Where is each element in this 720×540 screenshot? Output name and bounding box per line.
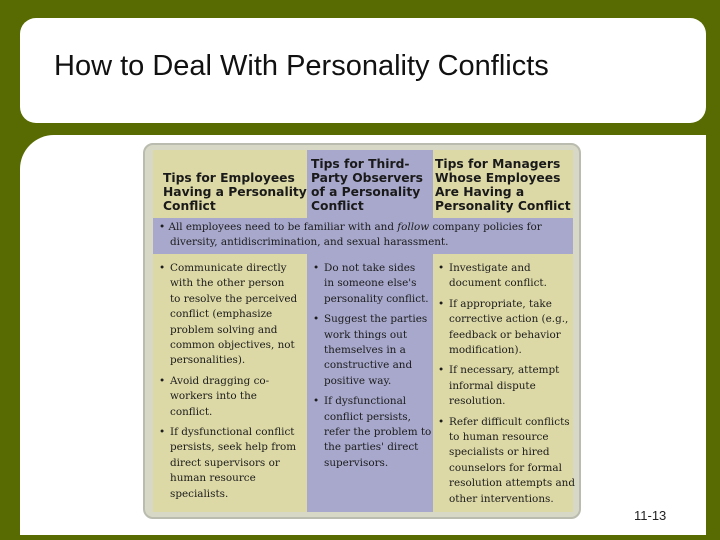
header-line: Party Observers <box>311 171 423 185</box>
bullet: • <box>438 415 445 428</box>
tip-line: conflict persists, <box>324 410 411 423</box>
tip-line: constructive and <box>324 359 413 372</box>
tip-item <box>438 415 576 507</box>
shared-tip <box>159 220 573 251</box>
bullet: • <box>313 313 320 326</box>
employee-tips-list <box>159 261 305 507</box>
tip-line: resolution. <box>449 395 506 408</box>
tip-line: work things out <box>324 328 408 341</box>
shared-tip-line-1 <box>159 220 573 235</box>
tip-line: to resolve the perceived <box>170 292 298 305</box>
header-line: Personality Conflict <box>435 199 571 213</box>
header-line: Are Having a <box>435 185 525 199</box>
header-observers <box>311 157 423 213</box>
shared-tip-text: All employees need to be familiar with and <box>168 221 398 233</box>
tip-line: Avoid dragging co- <box>170 374 270 387</box>
tip-line: If appropriate, take <box>449 297 552 310</box>
tip-line: other interventions. <box>449 492 554 505</box>
page-number: 11-13 <box>634 508 667 523</box>
tip-line: personalities). <box>170 354 246 367</box>
header-employees <box>163 171 307 213</box>
tip-line: If necessary, attempt <box>449 364 560 377</box>
tip-line: Communicate directly <box>170 262 287 274</box>
shared-tip-line-2: diversity, antidiscrimination, and sexual harassment. <box>170 236 449 249</box>
bullet: • <box>438 364 445 377</box>
observer-tips-list <box>313 261 433 476</box>
tip-line: feedback or behavior <box>449 328 561 341</box>
bullet: • <box>159 221 166 233</box>
tip-item <box>438 363 572 409</box>
tip-line: modification). <box>449 344 522 357</box>
tip-item <box>438 297 572 359</box>
bullet: • <box>159 426 166 439</box>
header-line: Conflict <box>163 199 216 213</box>
tip-line: specialists. <box>170 487 229 500</box>
tip-line: to human resource <box>449 431 549 444</box>
bullet: • <box>438 262 445 274</box>
tip-line: If dysfunctional conflict <box>170 426 295 439</box>
header-line: Tips for Employees <box>163 171 295 185</box>
tip-line: specialists or hired <box>449 446 550 459</box>
tip-line: personality conflict. <box>324 292 429 305</box>
tip-line: document conflict. <box>449 277 547 290</box>
tip-item <box>159 374 305 420</box>
manager-tips-list <box>438 261 576 512</box>
tip-line: workers into the <box>170 390 257 403</box>
tip-line: persists, seek help from <box>170 441 297 454</box>
tip-line: conflict (emphasize <box>170 308 273 321</box>
tip-line: with the other person <box>170 277 285 290</box>
shared-tip-text: company policies for <box>429 221 542 233</box>
tip-line: corrective action (e.g., <box>449 313 569 326</box>
tip-line: common objectives, not <box>170 339 295 352</box>
tip-line: direct supervisors or <box>170 456 280 469</box>
tip-item <box>313 394 433 471</box>
tip-line: conflict. <box>170 405 213 418</box>
tip-line: counselors for formal <box>449 461 562 474</box>
tip-line: positive way. <box>324 374 392 387</box>
bullet: • <box>159 262 166 274</box>
tip-line: in someone else's <box>324 277 417 290</box>
header-line: Conflict <box>311 199 364 213</box>
header-line: Tips for Third- <box>311 157 410 171</box>
tip-line: supervisors. <box>324 456 389 469</box>
header-line: Whose Employees <box>435 171 561 185</box>
tip-line: resolution attempts and <box>449 477 576 490</box>
tip-item <box>159 425 305 502</box>
header-managers <box>435 157 571 213</box>
header-line: of a Personality <box>311 185 421 199</box>
header-line: Having a Personality <box>163 185 307 199</box>
tip-item <box>159 261 305 369</box>
bullet: • <box>313 262 320 274</box>
header-line: Tips for Managers <box>435 157 561 171</box>
tip-line: Investigate and <box>449 262 531 274</box>
bullet: • <box>438 297 445 310</box>
tip-line: Refer difficult conflicts <box>449 415 570 428</box>
tip-line: If dysfunctional <box>324 395 407 408</box>
tip-item <box>313 312 433 389</box>
tip-line: refer the problem to <box>324 426 432 439</box>
tip-line: human resource <box>170 472 256 485</box>
tips-table <box>143 143 581 519</box>
tip-line: the parties' direct <box>324 441 419 454</box>
tip-line: Suggest the parties <box>324 313 428 326</box>
tip-line: themselves in a <box>324 344 406 357</box>
shared-tip-emphasis: follow <box>397 221 430 233</box>
bullet: • <box>159 374 166 387</box>
tip-item <box>438 261 572 292</box>
tip-line: Do not take sides <box>324 262 416 274</box>
bullet: • <box>313 395 320 408</box>
tip-item <box>313 261 433 307</box>
tip-line: informal dispute <box>449 379 536 392</box>
slide-title: How to Deal With Personality Conflicts <box>54 50 549 82</box>
tip-line: problem solving and <box>170 323 278 336</box>
